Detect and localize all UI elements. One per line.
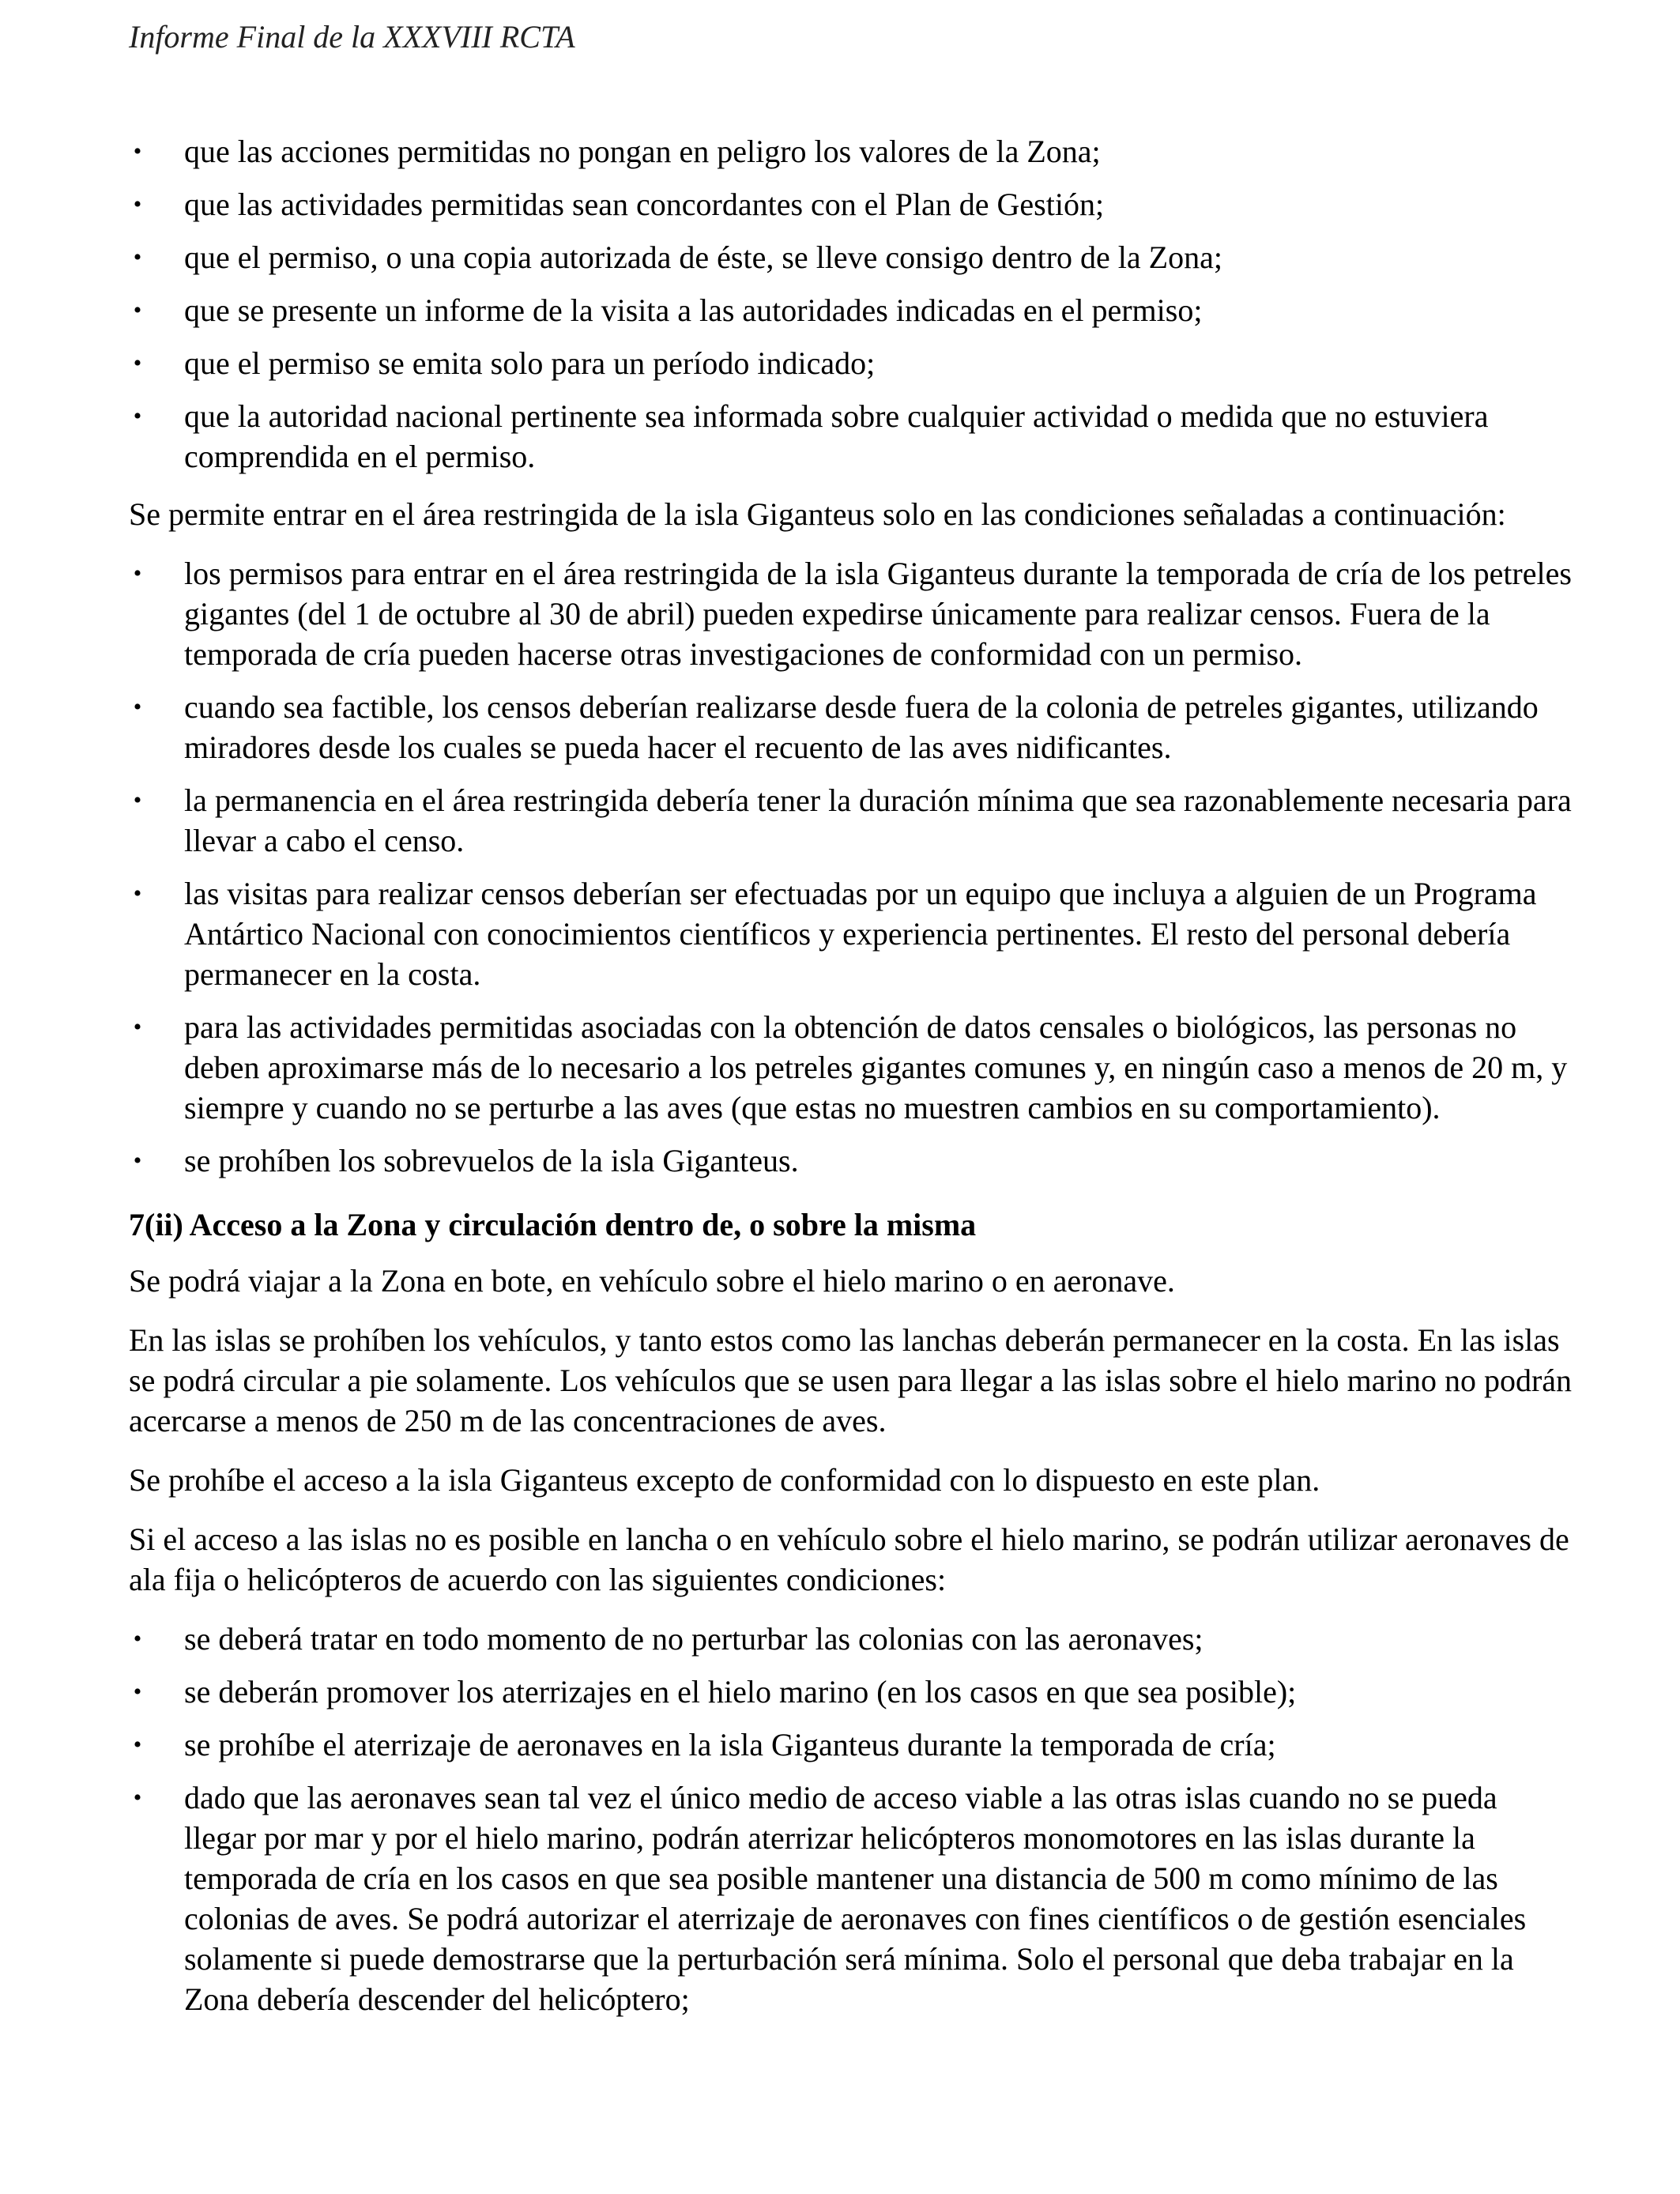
list-item-text: cuando sea factible, los censos deberían realizarse desde fuera de la colonia de petreles gigantes, utilizando miradores desde los cuales se pueda hacer el recuento de las aves nidificantes. [184, 689, 1539, 765]
list-item [129, 1007, 1575, 1128]
list-item-text: que la autoridad nacional pertinente sea informada sobre cualquier actividad o medida que no estuviera comprendida en el permiso. [184, 398, 1489, 474]
paragraph-restricted-area: Se permite entrar en el área restringida de la isla Giganteus solo en las condiciones señaladas a continuación: [129, 496, 1506, 532]
bullet-icon: • [133, 694, 142, 720]
list-item-text: que el permiso se emita solo para un período indicado; [184, 345, 876, 381]
list-item [129, 343, 1575, 383]
list-item [129, 184, 1575, 224]
bullet-icon: • [133, 350, 142, 376]
list-item [129, 1777, 1575, 2019]
list-item [129, 1672, 1575, 1712]
list-item-text: las visitas para realizar censos deberían ser efectuadas por un equipo que incluya a alguien de un Programa Antártico Nacional con conocimientos científicos y experiencia pertinentes. El resto del personal debería permanecer en la costa. [184, 876, 1537, 992]
list-item [129, 290, 1575, 330]
bullet-icon: • [133, 787, 142, 813]
list-item [129, 131, 1575, 172]
list-item-text: los permisos para entrar en el área restringida de la isla Giganteus durante la temporada de cría de los petreles gigantes (del 1 de octubre al 30 de abril) pueden expedirse únicamente para realizar censos. Fuera de la temporada de cría pueden hacerse otras investigaciones de conformidad con un permiso. [184, 556, 1572, 672]
list-item-text: que el permiso, o una copia autorizada de éste, se lleve consigo dentro de la Zona; [184, 239, 1222, 275]
list-item [129, 780, 1575, 861]
list-item-text: se deberá tratar en todo momento de no perturbar las colonias con las aeronaves; [184, 1621, 1203, 1657]
running-header: Informe Final de la XXXVIII RCTA [129, 19, 575, 55]
list-item [129, 687, 1575, 767]
list-item [129, 553, 1575, 674]
bullet-icon: • [133, 1014, 142, 1040]
list-item-text: se deberán promover los aterrizajes en el hielo marino (en los casos en que sea posible); [184, 1674, 1297, 1710]
paragraph-access-means: Se podrá viajar a la Zona en bote, en vehículo sobre el hielo marino o en aeronave. [129, 1263, 1175, 1299]
list-item-text: que las acciones permitidas no pongan en peligro los valores de la Zona; [184, 134, 1101, 169]
bullet-icon: • [133, 560, 142, 586]
bullet-icon: • [133, 1626, 142, 1652]
paragraph-aircraft: Si el acceso a las islas no es posible en lancha o en vehículo sobre el hielo marino, se podrán utilizar aeronaves de ala fija o helicópteros de acuerdo con las siguientes condiciones: [129, 1521, 1569, 1597]
paragraph-vehicles: En las islas se prohíben los vehículos, y tanto estos como las lanchas deberán permanecer en la costa. En las islas se podrá circular a pie solamente. Los vehículos que se usen para llegar a las islas sobre el hielo marino no podrán acercarse a menos de 250 m de las concentraciones de aves. [129, 1322, 1573, 1438]
bullet-icon: • [133, 1148, 142, 1174]
bullet-icon: • [133, 297, 142, 323]
list-item [129, 1725, 1575, 1765]
list-item [129, 1619, 1575, 1659]
bullet-icon: • [133, 403, 142, 429]
list-item [129, 873, 1575, 994]
restricted-area-conditions-list [129, 553, 1575, 1181]
bullet-icon: • [133, 1732, 142, 1758]
bullet-icon: • [133, 880, 142, 907]
bullet-icon: • [133, 138, 142, 164]
list-item-text: para las actividades permitidas asociadas con la obtención de datos censales o biológicos, las personas no deben aproximarse más de lo necesario a los petreles gigantes comunes y, en ningún caso a menos de 20 m, y siempre y cuando no se perturbe a las aves (que estas no muestren cambios en su comportamiento). [184, 1009, 1568, 1125]
list-item-text: que se presente un informe de la visita a las autoridades indicadas en el permiso; [184, 292, 1203, 328]
section-heading: 7(ii) Acceso a la Zona y circulación dentro de, o sobre la misma [129, 1207, 977, 1242]
list-item [129, 396, 1575, 477]
page-content [129, 131, 1575, 2032]
list-item-text: la permanencia en el área restringida debería tener la duración mínima que sea razonablemente necesaria para llevar a cabo el censo. [184, 782, 1572, 858]
permit-conditions-list [129, 131, 1575, 477]
list-item-text: que las actividades permitidas sean concordantes con el Plan de Gestión; [184, 187, 1105, 222]
aircraft-conditions-list [129, 1619, 1575, 2019]
bullet-icon: • [133, 1679, 142, 1705]
bullet-icon: • [133, 191, 142, 217]
list-item [129, 1140, 1575, 1181]
list-item-text: se prohíbe el aterrizaje de aeronaves en la isla Giganteus durante la temporada de cría; [184, 1727, 1276, 1762]
bullet-icon: • [133, 244, 142, 270]
list-item-text: dado que las aeronaves sean tal vez el único medio de acceso viable a las otras islas cuando no se pueda llegar por mar y por el hielo marino, podrán aterrizar helicópteros monomotores en las islas durante la temporada de cría en los casos en que sea posible mantener una distancia de 500 m como mínimo de las colonias de aves. Se podrá autorizar el aterrizaje de aeronaves con fines científicos o de gestión esenciales solamente si puede demostrarse que la perturbación será mínima. Solo el personal que deba trabajar en la Zona debería descender del helicóptero; [184, 1780, 1527, 2017]
list-item-text: se prohíben los sobrevuelos de la isla Giganteus. [184, 1143, 799, 1178]
paragraph-giganteus-access: Se prohíbe el acceso a la isla Giganteus excepto de conformidad con lo dispuesto en este plan. [129, 1462, 1320, 1498]
bullet-icon: • [133, 1785, 142, 1811]
list-item [129, 237, 1575, 277]
